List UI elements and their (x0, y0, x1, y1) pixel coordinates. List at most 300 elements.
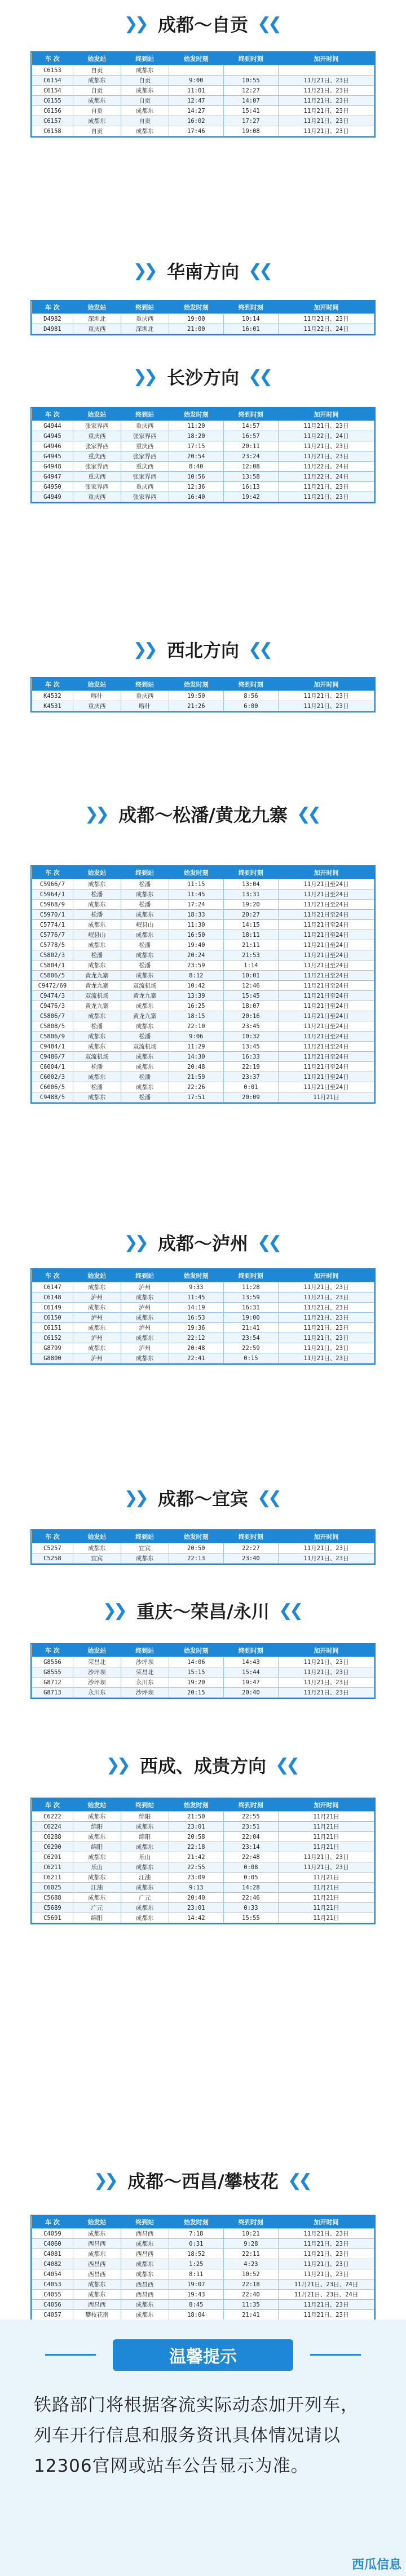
table-row (32, 1832, 374, 1842)
table-cell: 自贡 (73, 106, 121, 116)
table-row (32, 1021, 374, 1032)
table-cell: 16:53 (169, 1313, 223, 1323)
table-cell: 19:08 (223, 126, 278, 136)
table-row (32, 1667, 374, 1678)
table-row (32, 1543, 374, 1553)
table-cell: 成都东 (121, 930, 169, 940)
table-cell: 13:59 (223, 1293, 278, 1303)
table-cell: 沙坪坝 (73, 1678, 121, 1688)
table-cell: 成都东 (73, 1282, 121, 1293)
table-cell: 乐山 (121, 1852, 169, 1862)
table-row (32, 900, 374, 910)
table-cell: G4946 (32, 441, 73, 452)
table-cell: 4:23 (223, 2259, 278, 2269)
table-cell: 张家界西 (121, 472, 169, 482)
table-cell: 23:54 (223, 1333, 278, 1343)
column-header: 始发站 (73, 1799, 121, 1812)
table-cell: 自贡 (121, 96, 169, 106)
table-cell: 19:42 (223, 492, 278, 502)
table-cell: 重庆西 (73, 701, 121, 711)
table-cell: C6006/5 (32, 1082, 73, 1092)
table-cell: C4060 (32, 2239, 73, 2249)
table-row (32, 1678, 374, 1688)
section-title-text: 成都～松潘/黄龙九寨 (118, 804, 288, 826)
table-cell: 16:25 (169, 1001, 223, 1011)
table-cell: G8555 (32, 1667, 73, 1678)
table-cell: 成都东 (73, 920, 121, 930)
column-header: 终到站 (121, 1269, 169, 1282)
table-cell: 11:29 (169, 1042, 223, 1052)
table-cell: 19:00 (169, 314, 223, 324)
column-header: 始发站 (73, 52, 121, 65)
table-cell: 14:19 (169, 1303, 223, 1313)
table-cell: 11月21日、23日 (278, 116, 374, 126)
table-row (32, 1657, 374, 1667)
table-row (32, 96, 374, 106)
table-cell: C5966/7 (32, 879, 73, 889)
table-cell: G8800 (32, 1353, 73, 1364)
table-cell: 22:11 (223, 2249, 278, 2259)
table-cell: 11月21日、23日 (278, 76, 374, 86)
table-cell: 11月21日、23日 (278, 441, 374, 452)
table-cell: 12:27 (223, 86, 278, 96)
table-cell: 0:08 (223, 1862, 278, 1873)
table-cell: C5776/7 (32, 930, 73, 940)
column-header: 车 次 (32, 1799, 73, 1812)
table-row (32, 421, 374, 431)
table-header-row (32, 52, 374, 65)
table-row (32, 1842, 374, 1852)
table-cell: 21:53 (223, 950, 278, 961)
table-cell: 9:00 (169, 76, 223, 86)
table-cell: 成都东 (121, 1553, 169, 1564)
table-cell: 11:30 (169, 920, 223, 930)
table-cell: 11:01 (169, 86, 223, 96)
table-header-row (32, 678, 374, 691)
table-cell: C4082 (32, 2259, 73, 2269)
column-header: 加开时间 (278, 866, 374, 879)
table-cell: 11月21日、23日 (278, 126, 374, 136)
table-cell: 23:51 (223, 1822, 278, 1832)
table-cell: 22:48 (223, 1852, 278, 1862)
section-title-text: 华南方向 (166, 261, 239, 282)
table-cell: 张家界西 (73, 441, 121, 452)
table-cell: C5806/5 (32, 971, 73, 981)
chevron-right-icon: ❯❯ (133, 366, 155, 387)
chevron-right-icon: ❯❯ (102, 1600, 125, 1621)
table-cell: 11月21日、23日 (278, 492, 374, 502)
table-cell: 成都东 (121, 2269, 169, 2280)
table-cell: 松潘 (121, 900, 169, 910)
table-cell: C6149 (32, 1303, 73, 1313)
table-cell: 11月21日 (278, 1812, 374, 1822)
table-cell: 14:07 (223, 96, 278, 106)
table-cell: 11月21日、23日 (278, 1543, 374, 1553)
table-row (32, 1343, 374, 1353)
table-cell: 11月21日、23日 (278, 86, 374, 96)
table-cell: 成都东 (73, 1893, 121, 1903)
column-header: 终到时刻 (223, 1530, 278, 1543)
table-cell: 10:14 (223, 314, 278, 324)
table-row (32, 971, 374, 981)
table-cell: 22:19 (223, 1062, 278, 1072)
table-cell: 11月21日至24日 (278, 920, 374, 930)
table-cell: 9:13 (169, 1883, 223, 1893)
table-cell: C6158 (32, 126, 73, 136)
table-cell: 13:39 (169, 991, 223, 1001)
table-cell: C6151 (32, 1323, 73, 1333)
table-cell: 20:54 (169, 452, 223, 462)
table-header-row (32, 866, 374, 879)
table-cell: 成都东 (121, 950, 169, 961)
table-cell: 23:37 (223, 1072, 278, 1082)
table-cell: C6150 (32, 1313, 73, 1323)
table-cell: 西昌西 (73, 2269, 121, 2280)
column-header: 终到站 (121, 866, 169, 879)
column-header: 始发站 (73, 866, 121, 879)
chevron-right-icon: ❯❯ (123, 1232, 145, 1252)
table-cell: 21:26 (169, 701, 223, 711)
column-header: 始发时刻 (169, 408, 223, 421)
table-cell: 17:51 (169, 1092, 223, 1103)
table-cell: 成都东 (73, 1852, 121, 1862)
chevron-left-icon: ❯❯ (281, 1600, 304, 1621)
column-header: 加开时间 (278, 52, 374, 65)
table-cell: 11月21日至24日 (278, 971, 374, 981)
table-row (32, 2229, 374, 2239)
column-header: 加开时间 (278, 1269, 374, 1282)
table-cell: C5804/1 (32, 961, 73, 971)
table-cell: 成都东 (121, 1822, 169, 1832)
column-header: 车 次 (32, 1269, 73, 1282)
table-cell: 松潘 (73, 889, 121, 900)
column-header: 加开时间 (278, 2216, 374, 2229)
table-cell: 18:07 (223, 1001, 278, 1011)
table-cell: 23:59 (169, 961, 223, 971)
table-cell: C4057 (32, 2310, 73, 2320)
section-title (0, 360, 406, 393)
table-row (32, 1001, 374, 1011)
table-cell: 成都东 (121, 1082, 169, 1092)
table-cell: 11月21日至24日 (278, 1021, 374, 1032)
table-cell: 岷县山 (121, 920, 169, 930)
table-cell: 成都东 (121, 1062, 169, 1072)
table-cell: 西昌西 (73, 2300, 121, 2310)
schedule-table (30, 300, 376, 335)
table-row (32, 86, 374, 96)
table-cell: 23:09 (169, 1873, 223, 1883)
table-row (32, 1042, 374, 1052)
chevron-left-icon: ❯❯ (279, 1755, 301, 1775)
table-cell: 22:59 (223, 1343, 278, 1353)
table-cell: 重庆西 (121, 421, 169, 431)
table-cell: C5970/1 (32, 910, 73, 920)
chevron-left-icon: ❯❯ (251, 366, 273, 387)
table-cell: 22:40 (223, 2290, 278, 2300)
table-cell: 成都东 (73, 1032, 121, 1042)
table-cell: 黄龙九寨 (73, 971, 121, 981)
table-cell: 14:30 (169, 1052, 223, 1062)
table-cell: 成都东 (73, 1011, 121, 1021)
table-cell: 20:24 (169, 950, 223, 961)
table-cell: 22:55 (169, 1862, 223, 1873)
table-cell: 重庆西 (73, 452, 121, 462)
section-title (0, 1748, 406, 1782)
column-header: 始发时刻 (169, 2216, 223, 2229)
table-cell: 21:41 (223, 1323, 278, 1333)
column-header: 始发站 (73, 301, 121, 314)
table-cell: 21:11 (223, 940, 278, 950)
table-cell: 14:42 (169, 1913, 223, 1923)
table-cell: 重庆西 (121, 441, 169, 452)
table-cell: 成都东 (73, 879, 121, 889)
table-cell: 重庆西 (73, 472, 121, 482)
table-cell: 成都东 (73, 96, 121, 106)
table-cell: C5964/1 (32, 889, 73, 900)
table-cell: 22:04 (223, 1832, 278, 1842)
table-row (32, 981, 374, 991)
chevron-left-icon: ❯❯ (290, 2170, 313, 2190)
table-cell: K4531 (32, 701, 73, 711)
table-cell: G4950 (32, 482, 73, 492)
table-cell: 11月21日 (278, 1893, 374, 1903)
table-cell: 黄龙九寨 (73, 981, 121, 991)
table-cell: 江油 (121, 1873, 169, 1883)
table-cell: 11月21日至24日 (278, 889, 374, 900)
chevron-left-icon: ❯❯ (261, 1488, 283, 1508)
table-cell: 11月21日、23日 (278, 452, 374, 462)
chevron-right-icon: ❯❯ (93, 2170, 116, 2190)
table-cell: 喀什 (73, 691, 121, 701)
column-header: 车 次 (32, 1644, 73, 1657)
table-cell: 11月21日、23日、24日 (278, 2290, 374, 2300)
table-cell: G4945 (32, 452, 73, 462)
table-cell: 22:26 (169, 1082, 223, 1092)
table-cell: 自贡 (73, 65, 121, 76)
table-cell: 成都东 (121, 1313, 169, 1323)
table-cell: 11月21日、23日 (278, 1852, 374, 1862)
table-cell: C6153 (32, 65, 73, 76)
table-cell: 22:13 (169, 1553, 223, 1564)
table-cell: 泸州 (73, 1353, 121, 1364)
table-cell: C4055 (32, 2290, 73, 2300)
column-header: 加开时间 (278, 1530, 374, 1543)
table-cell: 22:18 (169, 1842, 223, 1852)
table-cell: 深圳北 (121, 324, 169, 334)
table-cell: 黄龙九寨 (121, 991, 169, 1001)
table-row (32, 701, 374, 711)
table-cell: 8:40 (169, 462, 223, 472)
table-cell: 松潘 (73, 910, 121, 920)
table-cell: C5778/5 (32, 940, 73, 950)
table-cell: C6154 (32, 86, 73, 96)
notice-title: 温馨提示 (169, 2347, 237, 2367)
chevron-right-icon: ❯❯ (133, 260, 155, 281)
column-header: 终到时刻 (223, 2216, 278, 2229)
table-cell: 松潘 (121, 879, 169, 889)
table-cell: 张家界西 (73, 421, 121, 431)
section-title (0, 1481, 406, 1515)
table-cell: C6288 (32, 1832, 73, 1842)
table-cell: 11月21日、23日 (278, 1343, 374, 1353)
table-cell: 13:45 (223, 1042, 278, 1052)
table-row (32, 441, 374, 452)
table-cell: 成都东 (73, 116, 121, 126)
table-cell: 21:50 (169, 1812, 223, 1822)
table-cell: 11月21日、23日 (278, 2229, 374, 2239)
table-row (32, 472, 374, 482)
column-header: 终到时刻 (223, 1269, 278, 1282)
column-header: 始发时刻 (169, 1644, 223, 1657)
table-cell: 黄龙九寨 (73, 1001, 121, 1011)
column-header: 终到时刻 (223, 1799, 278, 1812)
table-cell: C5968/9 (32, 900, 73, 910)
table-cell: 22:27 (223, 1543, 278, 1553)
table-cell: 11月21日、23日 (278, 1678, 374, 1688)
table-cell: C9472/69 (32, 981, 73, 991)
table-cell: 9:28 (223, 2239, 278, 2249)
table-cell: C5258 (32, 1553, 73, 1564)
table-cell: 广元 (73, 1903, 121, 1913)
table-cell: 23:45 (223, 1021, 278, 1032)
table-cell: 成都东 (121, 1353, 169, 1364)
table-cell: 成都东 (121, 106, 169, 116)
table-cell: 11月21日、23日 (278, 1333, 374, 1343)
table-row (32, 324, 374, 334)
table-cell: 成都东 (73, 1042, 121, 1052)
table-row (32, 1883, 374, 1893)
table-cell: 20:27 (223, 910, 278, 920)
table-row (32, 2290, 374, 2300)
table-cell: D4982 (32, 314, 73, 324)
table-cell: 成都东 (121, 2300, 169, 2310)
table-row (32, 1282, 374, 1293)
table-row (32, 920, 374, 930)
table-row (32, 1303, 374, 1313)
table-cell: C6224 (32, 1822, 73, 1832)
table-cell: 西昌西 (73, 2259, 121, 2269)
table-cell: 11月21日至24日 (278, 940, 374, 950)
table-row (32, 889, 374, 900)
table-cell: 0:05 (223, 1873, 278, 1883)
table-row (32, 65, 374, 76)
table-cell: 20:15 (169, 1688, 223, 1698)
table-cell (223, 65, 278, 76)
table-row (32, 1812, 374, 1822)
table-row (32, 314, 374, 324)
table-cell: 19:40 (169, 940, 223, 950)
section-title (0, 7, 406, 41)
table-cell: 成都东 (121, 1903, 169, 1913)
table-cell: 16:13 (223, 482, 278, 492)
table-cell: 15:44 (223, 1667, 278, 1678)
schedule-table (30, 1643, 376, 1699)
column-header: 终到时刻 (223, 866, 278, 879)
table-cell: 10:55 (223, 76, 278, 86)
column-header: 始发时刻 (169, 678, 223, 691)
table-cell: 成都东 (121, 1021, 169, 1032)
table-cell: 11月22日、24日 (278, 431, 374, 441)
table-cell: 19:20 (169, 1678, 223, 1688)
table-cell: 成都东 (121, 86, 169, 96)
table-cell: 19:20 (223, 900, 278, 910)
column-header: 始发时刻 (169, 1530, 223, 1543)
table-cell: 20:16 (223, 1011, 278, 1021)
table-cell: C9486/7 (32, 1052, 73, 1062)
table-row (32, 482, 374, 492)
table-cell: 20:11 (223, 441, 278, 452)
table-cell: 22:18 (223, 2280, 278, 2290)
section-title-text: 成都～西昌/攀枝花 (127, 2171, 279, 2192)
table-header-row (32, 408, 374, 421)
table-cell: 20:50 (169, 1543, 223, 1553)
table-cell: 23:01 (169, 1822, 223, 1832)
table-cell: 成都东 (121, 971, 169, 981)
table-cell: 11月21日 (278, 1883, 374, 1893)
column-header: 终到站 (121, 301, 169, 314)
table-cell: 16:33 (223, 1052, 278, 1062)
table-header-row (32, 1644, 374, 1657)
column-header: 终到站 (121, 1530, 169, 1543)
table-cell: C9474/3 (32, 991, 73, 1001)
table-cell: 沙坪坝 (121, 1657, 169, 1667)
table-cell: 11月21日至24日 (278, 900, 374, 910)
column-header: 车 次 (32, 52, 73, 65)
table-cell: 11月21日、23日 (278, 1553, 374, 1564)
table-cell: 11月21日、23日、24日 (278, 2280, 374, 2290)
table-row (32, 1862, 374, 1873)
table-cell: 泸州 (73, 1293, 121, 1303)
table-row (32, 1852, 374, 1862)
table-cell: 绵阳 (73, 1842, 121, 1852)
table-cell: 11:28 (223, 1282, 278, 1293)
table-cell: 张家界西 (121, 431, 169, 441)
table-cell: C9488/5 (32, 1092, 73, 1103)
table-row (32, 492, 374, 502)
table-cell: 9:33 (169, 1282, 223, 1293)
table-row (32, 2239, 374, 2249)
table-cell: 18:11 (223, 930, 278, 940)
table-cell: 14:57 (223, 421, 278, 431)
table-cell: 10:01 (223, 971, 278, 981)
table-cell (169, 65, 223, 76)
table-cell: 成都东 (73, 1873, 121, 1883)
table-row (32, 2269, 374, 2280)
table-cell: 18:20 (169, 431, 223, 441)
table-row (32, 1092, 374, 1103)
table-cell: C5806/7 (32, 1011, 73, 1021)
table-cell: 22:12 (169, 1333, 223, 1343)
table-row (32, 1032, 374, 1042)
table-cell: G4945 (32, 431, 73, 441)
table-cell: 泸州 (121, 1303, 169, 1313)
table-cell: 松潘 (73, 950, 121, 961)
table-row (32, 950, 374, 961)
table-cell: 22:10 (169, 1021, 223, 1032)
table-cell: C9476/3 (32, 1001, 73, 1011)
table-cell: 12:47 (169, 96, 223, 106)
table-cell: 17:27 (223, 116, 278, 126)
schedule-table (30, 865, 376, 1104)
table-cell: 张家界西 (73, 482, 121, 492)
table-cell: 喀什 (121, 701, 169, 711)
section-title-text: 成都～宜宾 (157, 1488, 248, 1510)
table-cell: 永川东 (121, 1678, 169, 1688)
table-cell: C6025 (32, 1883, 73, 1893)
table-cell: 双流机场 (73, 1052, 121, 1062)
table-cell: 成都东 (73, 1072, 121, 1082)
chevron-right-icon: ❯❯ (123, 1488, 145, 1508)
